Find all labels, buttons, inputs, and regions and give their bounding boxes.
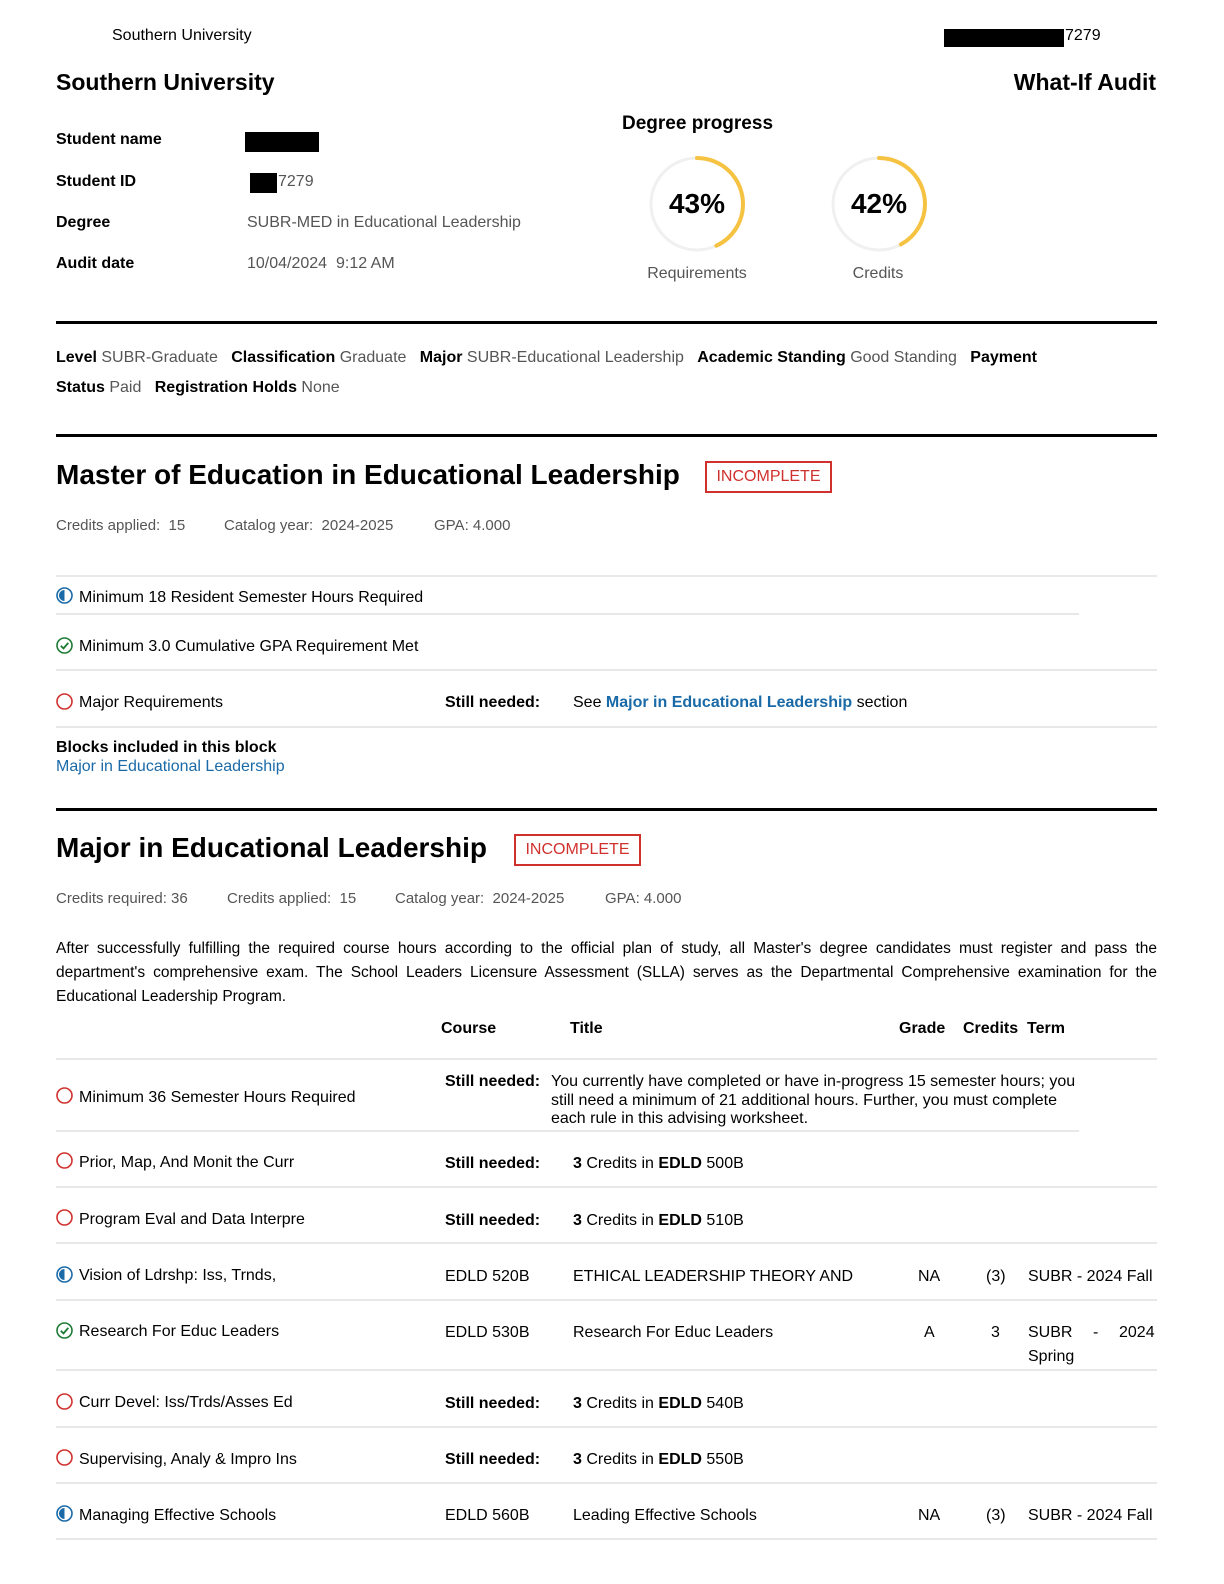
divider bbox=[56, 1426, 1157, 1428]
min36-note bbox=[551, 1073, 1075, 1129]
classification-label: Classification bbox=[231, 349, 336, 366]
subject-code: EDLD bbox=[658, 1212, 702, 1229]
in-progress-icon bbox=[56, 1505, 73, 1522]
course-term-institution: SUBR bbox=[1028, 1324, 1073, 1341]
header-institution: Southern University bbox=[112, 27, 252, 44]
course-number: 510B bbox=[706, 1212, 744, 1229]
credit-count: 3 bbox=[573, 1395, 582, 1412]
course-grade: NA bbox=[918, 1268, 941, 1285]
still-needed-label: Still needed: bbox=[445, 1212, 541, 1229]
major-label: Major bbox=[419, 349, 463, 366]
credit-count: 3 bbox=[573, 1212, 582, 1229]
rule-label: Minimum 18 Resident Semester Hours Required bbox=[79, 589, 424, 606]
audit-date-label: Audit date bbox=[56, 255, 135, 272]
requirements-progress-ring bbox=[648, 155, 746, 253]
med-credits-applied: Credits applied: 15 bbox=[56, 517, 186, 534]
major-status-badge: INCOMPLETE bbox=[514, 834, 641, 866]
header-id-suffix: 7279 bbox=[1065, 27, 1101, 44]
course-number: 540B bbox=[706, 1395, 744, 1412]
credits-progress-ring bbox=[830, 155, 928, 253]
payment-label: Payment bbox=[970, 349, 1037, 366]
holds-label: Registration Holds bbox=[154, 379, 297, 396]
requirements-percent: 43% bbox=[668, 188, 726, 219]
rule-label: Major Requirements bbox=[79, 694, 224, 711]
min36-note-line: still need a minimum of 21 additional hours. Further, you must complete bbox=[551, 1091, 1058, 1109]
divider bbox=[56, 613, 1079, 615]
major-value: SUBR-Educational Leadership bbox=[466, 349, 684, 366]
redacted-id bbox=[944, 29, 1064, 47]
divider bbox=[56, 1130, 1079, 1132]
credit-count: 3 bbox=[573, 1155, 582, 1172]
credits-caption: Credits bbox=[852, 265, 904, 282]
holds-value: None bbox=[301, 379, 340, 396]
rule-label: Supervising, Analy & Impro Ins bbox=[79, 1451, 297, 1468]
divider bbox=[56, 434, 1157, 437]
divider bbox=[56, 575, 1157, 577]
redacted-student-id bbox=[250, 173, 277, 193]
see-section-text bbox=[573, 694, 907, 712]
course-term-dash: - bbox=[1093, 1324, 1099, 1341]
incomplete-circle-icon bbox=[56, 1209, 73, 1226]
column-header-course: Course bbox=[441, 1020, 497, 1037]
level-value: SUBR-Graduate bbox=[101, 349, 218, 366]
course-credits: 3 bbox=[991, 1324, 1000, 1341]
still-needed-label: Still needed: bbox=[445, 1451, 541, 1468]
redacted-name bbox=[245, 132, 319, 152]
student-id-suffix: 7279 bbox=[278, 173, 314, 190]
min36-note-line: You currently have completed or have in-progress 15 semester hours; you bbox=[551, 1073, 1076, 1090]
rule-label: Prior, Map, And Monit the Curr bbox=[79, 1154, 295, 1171]
divider bbox=[56, 321, 1157, 324]
incomplete-circle-icon bbox=[56, 1449, 73, 1466]
complete-check-icon bbox=[56, 637, 73, 654]
subject-code: EDLD bbox=[658, 1451, 702, 1468]
blocks-included-label: Blocks included in this block bbox=[56, 739, 277, 756]
still-needed-detail bbox=[573, 1395, 744, 1413]
divider bbox=[56, 1369, 1157, 1371]
med-status-badge: INCOMPLETE bbox=[705, 461, 832, 493]
credits-in-text: Credits in bbox=[586, 1451, 654, 1468]
rule-label: Minimum 36 Semester Hours Required bbox=[79, 1089, 356, 1106]
course-code[interactable]: EDLD 520B bbox=[445, 1268, 530, 1285]
subject-code: EDLD bbox=[658, 1395, 702, 1412]
course-title: ETHICAL LEADERSHIP THEORY AND bbox=[573, 1268, 854, 1285]
divider bbox=[56, 1058, 1157, 1060]
med-gpa: GPA: 4.000 bbox=[434, 517, 511, 534]
divider bbox=[56, 1299, 1157, 1301]
in-progress-icon bbox=[56, 587, 73, 604]
in-progress-icon bbox=[56, 1266, 73, 1283]
still-needed-detail bbox=[573, 1451, 744, 1469]
rule-label: Research For Educ Leaders bbox=[79, 1323, 280, 1340]
course-title: Research For Educ Leaders bbox=[573, 1324, 774, 1341]
course-grade: A bbox=[924, 1324, 935, 1341]
divider bbox=[56, 1538, 1157, 1540]
rule-label: Curr Devel: Iss/Trds/Asses Ed bbox=[79, 1394, 293, 1411]
rule-label: Managing Effective Schools bbox=[79, 1507, 277, 1524]
course-term-year: 2024 bbox=[1119, 1324, 1155, 1341]
column-header-title: Title bbox=[570, 1020, 603, 1037]
course-grade: NA bbox=[918, 1507, 941, 1524]
credits-in-text: Credits in bbox=[586, 1155, 654, 1172]
complete-check-icon bbox=[56, 1322, 73, 1339]
rule-label: Minimum 3.0 Cumulative GPA Requirement Met bbox=[79, 638, 419, 655]
institution-title: Southern University bbox=[56, 69, 275, 95]
still-needed-label: Still needed: bbox=[445, 1073, 541, 1090]
rule-label: Vision of Ldrshp: Iss, Trnds, bbox=[79, 1267, 277, 1284]
still-needed-detail bbox=[573, 1155, 744, 1173]
rule-label: Program Eval and Data Interpre bbox=[79, 1211, 305, 1228]
divider bbox=[56, 808, 1157, 811]
med-block-title: Master of Education in Educational Leadership bbox=[56, 459, 680, 490]
course-term: SUBR - 2024 Fall bbox=[1028, 1268, 1153, 1285]
divider bbox=[56, 669, 1157, 671]
credits-in-text: Credits in bbox=[586, 1212, 654, 1229]
incomplete-circle-icon bbox=[56, 1152, 73, 1169]
major-block-title: Major in Educational Leadership bbox=[56, 832, 487, 863]
see-suffix: section bbox=[856, 694, 908, 711]
credit-count: 3 bbox=[573, 1451, 582, 1468]
payment-status-label: Status bbox=[56, 379, 105, 396]
course-code[interactable]: EDLD 530B bbox=[445, 1324, 530, 1341]
student-id-label: Student ID bbox=[56, 173, 136, 190]
column-header-credits: Credits bbox=[963, 1020, 1019, 1037]
still-needed-label: Still needed: bbox=[445, 694, 541, 711]
major-gpa: GPA: 4.000 bbox=[605, 890, 682, 907]
course-title: Leading Effective Schools bbox=[573, 1507, 757, 1524]
column-header-grade: Grade bbox=[899, 1020, 946, 1037]
course-code[interactable]: EDLD 560B bbox=[445, 1507, 530, 1524]
major-catalog-year: Catalog year: 2024-2025 bbox=[395, 890, 565, 907]
still-needed-detail bbox=[573, 1212, 744, 1230]
credits-percent: 42% bbox=[850, 188, 908, 219]
course-term: SUBR - 2024 Fall bbox=[1028, 1507, 1153, 1524]
course-credits: (3) bbox=[986, 1507, 1006, 1524]
med-catalog-year: Catalog year: 2024-2025 bbox=[224, 517, 394, 534]
audit-type-title: What-If Audit bbox=[1013, 69, 1156, 95]
min36-note-line: each rule in this advising worksheet. bbox=[551, 1110, 809, 1127]
payment-value: Paid bbox=[109, 379, 142, 396]
credits-in-text: Credits in bbox=[586, 1395, 654, 1412]
see-prefix: See bbox=[573, 694, 602, 711]
major-credits-required: Credits required: 36 bbox=[56, 890, 188, 907]
blocks-included-link[interactable]: Major in Educational Leadership bbox=[56, 758, 285, 775]
divider bbox=[56, 1482, 1157, 1484]
degree-value: SUBR-MED in Educational Leadership bbox=[247, 214, 521, 231]
audit-date-value: 10/04/2024 9:12 AM bbox=[247, 255, 395, 272]
still-needed-label: Still needed: bbox=[445, 1395, 541, 1412]
degree-progress-title: Degree progress bbox=[622, 113, 774, 134]
requirements-caption: Requirements bbox=[647, 265, 747, 282]
standing-value: Good Standing bbox=[850, 349, 957, 366]
course-number: 500B bbox=[706, 1155, 744, 1172]
course-number: 550B bbox=[706, 1451, 744, 1468]
degree-label: Degree bbox=[56, 214, 111, 231]
incomplete-circle-icon bbox=[56, 1393, 73, 1410]
still-needed-label: Still needed: bbox=[445, 1155, 541, 1172]
major-credits-applied: Credits applied: 15 bbox=[227, 890, 357, 907]
divider bbox=[56, 1242, 1157, 1244]
standing-label: Academic Standing bbox=[697, 349, 846, 366]
major-section-link[interactable]: Major in Educational Leadership bbox=[605, 694, 853, 711]
incomplete-circle-icon bbox=[56, 693, 73, 710]
incomplete-circle-icon bbox=[56, 1087, 73, 1104]
level-label: Level bbox=[56, 349, 97, 366]
course-credits: (3) bbox=[986, 1268, 1006, 1285]
subject-code: EDLD bbox=[658, 1155, 702, 1172]
major-description: After successfully fulfilling the required course hours according to the official plan of study, all Master's degree candidates must register and pass the department's comprehensive exam. The School Leaders Licensure Assessment (SLLA) serves as the Departmental Comprehensive examination for the Educational Leadership Program. bbox=[56, 940, 1157, 1005]
course-term-season: Spring bbox=[1028, 1348, 1075, 1365]
divider bbox=[56, 1186, 1157, 1188]
student-name-label: Student name bbox=[56, 131, 162, 148]
status-summary bbox=[56, 343, 1066, 403]
divider bbox=[56, 726, 1157, 728]
column-header-term: Term bbox=[1027, 1020, 1065, 1037]
classification-value: Graduate bbox=[339, 349, 407, 366]
